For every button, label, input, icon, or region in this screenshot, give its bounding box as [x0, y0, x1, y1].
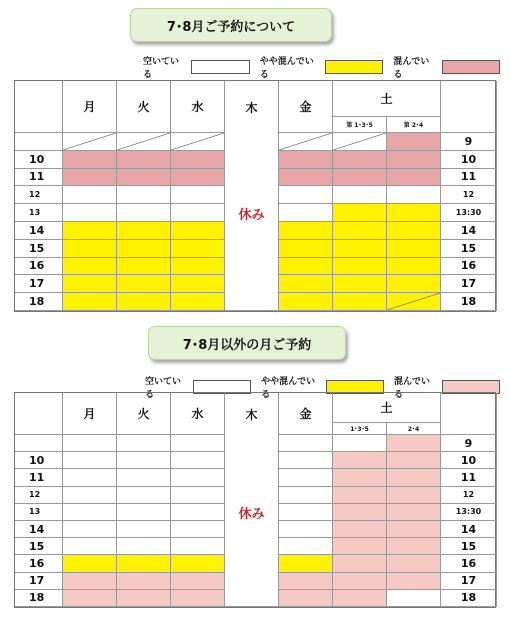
slot-cell: [63, 590, 117, 607]
day-header: 水: [171, 393, 225, 435]
slot-cell: [279, 452, 333, 469]
header-right-corner: [441, 81, 497, 133]
slot-cell: [117, 555, 171, 572]
time-label-left: 13: [15, 504, 63, 521]
slot-cell: [279, 240, 333, 258]
slot-cell: [279, 469, 333, 486]
slot-cell: [333, 169, 387, 187]
time-label-left: 14: [15, 521, 63, 538]
schedule-grid: [14, 80, 496, 312]
closed-label: 休み: [225, 435, 279, 590]
slot-cell: [333, 435, 387, 452]
slot-cell: [117, 222, 171, 240]
slot-cell: [171, 487, 225, 504]
slot-cell: [225, 590, 279, 607]
time-label-left: 13: [15, 204, 63, 222]
slot-cell: [387, 186, 441, 204]
time-label-left: 12: [15, 186, 63, 204]
slot-cell: [333, 555, 387, 572]
legend-busy-swatch: [442, 60, 500, 74]
slot-cell: [63, 133, 117, 151]
legend: [143, 54, 510, 80]
slot-cell: [117, 590, 171, 607]
slot-cell: [117, 204, 171, 222]
slot-cell: [279, 504, 333, 521]
slot-cell: [117, 293, 171, 311]
slot-cell: [279, 538, 333, 555]
day-header: 木: [225, 393, 279, 435]
slot-cell: [171, 275, 225, 293]
slot-cell: [333, 293, 387, 311]
time-label-left: 15: [15, 240, 63, 258]
slot-cell: [387, 293, 441, 311]
slot-cell: [333, 222, 387, 240]
slot-cell: [63, 573, 117, 590]
time-label-right: 17: [441, 275, 497, 293]
time-label-right: 15: [441, 240, 497, 258]
day-header-saturday: 土: [333, 393, 441, 423]
slot-cell: [387, 204, 441, 222]
slot-cell: [63, 151, 117, 169]
time-label-right: 13:30: [441, 204, 497, 222]
day-header: 火: [117, 81, 171, 133]
slot-cell: [279, 555, 333, 572]
slot-cell: [333, 487, 387, 504]
slot-cell: [117, 240, 171, 258]
slot-cell: [279, 133, 333, 151]
time-label-right: 12: [441, 186, 497, 204]
slot-cell: [63, 169, 117, 187]
time-label-right: 11: [441, 169, 497, 187]
slot-cell: [387, 435, 441, 452]
day-header: 月: [63, 393, 117, 435]
slot-cell: [117, 258, 171, 276]
slot-cell: [171, 504, 225, 521]
day-header: 木: [225, 81, 279, 133]
slot-cell: [171, 555, 225, 572]
slot-cell: [387, 521, 441, 538]
slot-cell: [333, 573, 387, 590]
slot-cell: [279, 275, 333, 293]
time-label-right: 13:30: [441, 504, 497, 521]
slot-cell: [333, 240, 387, 258]
section-title: 7･8月ご予約について: [130, 8, 332, 42]
slot-cell: [387, 240, 441, 258]
slot-cell: [171, 521, 225, 538]
slot-cell: [63, 521, 117, 538]
slot-cell: [333, 133, 387, 151]
slot-cell: [63, 258, 117, 276]
slot-cell: [117, 133, 171, 151]
slot-cell: [387, 222, 441, 240]
slot-cell: [279, 590, 333, 607]
time-label-right: 16: [441, 258, 497, 276]
slot-cell: [279, 521, 333, 538]
day-header: 水: [171, 81, 225, 133]
header-corner: [15, 81, 63, 133]
saturday-week-label: 2･4: [387, 423, 441, 435]
slot-cell: [387, 275, 441, 293]
slot-cell: [171, 222, 225, 240]
slot-cell: [279, 487, 333, 504]
slot-cell: [63, 204, 117, 222]
slot-cell: [387, 169, 441, 187]
slot-cell: [63, 240, 117, 258]
time-label-left: 11: [15, 469, 63, 486]
slot-cell: [117, 504, 171, 521]
slot-cell: [279, 435, 333, 452]
time-label-right: 18: [441, 590, 497, 607]
legend-busy-label: 混んでいる: [393, 57, 430, 80]
time-label-right: 15: [441, 538, 497, 555]
slot-cell: [117, 169, 171, 187]
time-label-left: 16: [15, 258, 63, 276]
slot-cell: [279, 258, 333, 276]
saturday-week-label: 第 2･4: [387, 117, 441, 133]
day-header: 月: [63, 81, 117, 133]
slot-cell: [387, 573, 441, 590]
time-label-left: 17: [15, 275, 63, 293]
day-header-saturday: 土: [333, 81, 441, 117]
slot-cell: [279, 573, 333, 590]
slot-cell: [171, 538, 225, 555]
slot-cell: [171, 169, 225, 187]
slot-cell: [171, 151, 225, 169]
slot-cell: [387, 555, 441, 572]
slot-cell: [171, 204, 225, 222]
slot-cell: [63, 275, 117, 293]
slot-cell: [387, 469, 441, 486]
slot-cell: [333, 590, 387, 607]
slot-cell: [63, 555, 117, 572]
slot-cell: [171, 133, 225, 151]
slot-cell: [279, 204, 333, 222]
slot-cell: [279, 222, 333, 240]
slot-cell: [117, 452, 171, 469]
slot-cell: [117, 435, 171, 452]
legend-busy-label: 混んでいる: [393, 377, 430, 400]
slot-cell: [387, 504, 441, 521]
slot-cell: [63, 538, 117, 555]
time-label-right: 12: [441, 487, 497, 504]
slot-cell: [333, 521, 387, 538]
slot-cell: [171, 258, 225, 276]
slot-cell: [333, 469, 387, 486]
slot-cell: [387, 590, 441, 607]
legend-somewhat-label: やや混んでいる: [261, 377, 316, 400]
slot-cell: [333, 204, 387, 222]
header-corner: [15, 393, 63, 435]
time-label-left: 18: [15, 293, 63, 311]
slot-cell: [63, 469, 117, 486]
time-label-right: 14: [441, 222, 497, 240]
slot-cell: [387, 258, 441, 276]
day-header: 金: [279, 393, 333, 435]
slot-cell: [117, 521, 171, 538]
saturday-week-label: 第 1･3･5: [333, 117, 387, 133]
slot-cell: [333, 258, 387, 276]
slot-cell: [117, 469, 171, 486]
slot-cell: [63, 452, 117, 469]
slot-cell: [333, 275, 387, 293]
header-right-corner: [441, 393, 497, 435]
legend-somewhat-swatch: [325, 60, 383, 74]
slot-cell: [387, 452, 441, 469]
slot-cell: [171, 293, 225, 311]
slot-cell: [279, 293, 333, 311]
time-label-right: 11: [441, 469, 497, 486]
slot-cell: [171, 435, 225, 452]
slot-cell: [225, 293, 279, 311]
slot-cell: [333, 186, 387, 204]
time-label-left: 11: [15, 169, 63, 187]
slot-cell: [117, 275, 171, 293]
time-label-left: 10: [15, 151, 63, 169]
slot-cell: [63, 435, 117, 452]
slot-cell: [387, 133, 441, 151]
schedule-grid: [14, 392, 496, 608]
closed-label: 休み: [225, 133, 279, 293]
time-label-right: 18: [441, 293, 497, 311]
slot-cell: [279, 186, 333, 204]
slot-cell: [171, 590, 225, 607]
slot-cell: [387, 538, 441, 555]
legend-somewhat-label: やや混んでいる: [259, 57, 314, 80]
slot-cell: [117, 538, 171, 555]
slot-cell: [63, 222, 117, 240]
slot-cell: [63, 293, 117, 311]
slot-cell: [333, 538, 387, 555]
slot-cell: [171, 240, 225, 258]
slot-cell: [171, 452, 225, 469]
time-label-left: 18: [15, 590, 63, 607]
slot-cell: [117, 151, 171, 169]
slot-cell: [117, 487, 171, 504]
slot-cell: [117, 573, 171, 590]
legend-free-label: 空いている: [145, 377, 182, 400]
slot-cell: [63, 487, 117, 504]
legend-free-label: 空いている: [143, 57, 180, 80]
slot-cell: [171, 186, 225, 204]
slot-cell: [63, 186, 117, 204]
legend-free-swatch: [191, 60, 249, 74]
slot-cell: [333, 504, 387, 521]
time-label-right: 10: [441, 452, 497, 469]
day-header: 金: [279, 81, 333, 133]
time-label-left: 15: [15, 538, 63, 555]
slot-cell: [279, 169, 333, 187]
time-label-right: 10: [441, 151, 497, 169]
slot-cell: [171, 573, 225, 590]
time-label-left: [15, 133, 63, 151]
time-label-right: 14: [441, 521, 497, 538]
time-label-right: 9: [441, 133, 497, 151]
time-label-left: 14: [15, 222, 63, 240]
day-header: 火: [117, 393, 171, 435]
slot-cell: [387, 487, 441, 504]
time-label-right: 16: [441, 555, 497, 572]
section-title: 7･8月以外の月ご予約: [148, 326, 346, 360]
slot-cell: [171, 469, 225, 486]
time-label-left: 10: [15, 452, 63, 469]
saturday-week-label: 1･3･5: [333, 423, 387, 435]
slot-cell: [333, 452, 387, 469]
time-label-left: 12: [15, 487, 63, 504]
slot-cell: [63, 504, 117, 521]
time-label-left: 17: [15, 573, 63, 590]
time-label-right: 9: [441, 435, 497, 452]
slot-cell: [387, 151, 441, 169]
slot-cell: [333, 151, 387, 169]
slot-cell: [279, 151, 333, 169]
slot-cell: [117, 186, 171, 204]
time-label-right: 17: [441, 573, 497, 590]
time-label-left: [15, 435, 63, 452]
time-label-left: 16: [15, 555, 63, 572]
